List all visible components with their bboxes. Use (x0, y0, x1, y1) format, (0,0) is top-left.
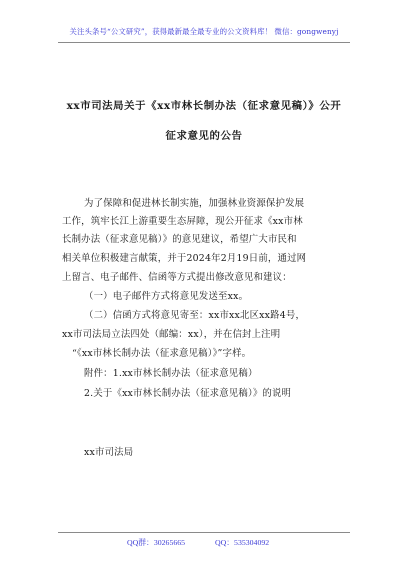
footer-qq: QQ：535304092 (215, 538, 270, 547)
paragraph-intro-line-2: 工作，筑牢长江上游重要生态屏障，现公开征求《xx市林 (62, 216, 303, 227)
signature: xx市司法局 (84, 447, 134, 458)
paragraph-intro-line-1: 为了保障和促进林长制实施，加强林业资源保护发展 (84, 198, 305, 209)
document-title-line-2: 征求意见的公告 (165, 130, 243, 142)
item-letter-line-3: “《xx市林长制办法（征求意见稿）》”字样。 (72, 348, 252, 359)
footer-divider (58, 532, 350, 533)
paragraph-intro-line-5: 上留言、电子邮件、信函等方式提出修改意见和建议： (62, 272, 292, 283)
document-title-line-1: xx市司法局关于《xx市林长制办法（征求意见稿）》公开 (66, 100, 342, 112)
attachment-2: 2.关于《xx市林长制办法（征求意见稿）》的说明 (84, 388, 292, 399)
item-letter-line-1: （二）信函方式将意见寄至：xx市xx北区xx路4号， (84, 310, 306, 321)
item-email: （一）电子邮件方式将意见发送至xx。 (84, 291, 249, 302)
paragraph-intro-line-3: 长制办法（征求意见稿）》的意见建议，希望广大市民和 (62, 234, 297, 245)
header-divider (58, 42, 350, 43)
footer-qq-group: QQ群：30265665 (127, 538, 186, 547)
item-letter-line-2: xx市司法局立法四处（邮编：xx），并在信封上注明 (62, 329, 281, 340)
paragraph-intro-line-4: 相关单位积极建言献策，并于2024年2月19日前，通过网 (62, 253, 307, 264)
header-banner: 关注头条号“公文研究”，获得最新最全最专业的公文资料库！ 微信：gongwenyj (69, 27, 339, 36)
attachment-1: 附件：1.xx市林长制办法（征求意见稿） (84, 368, 258, 379)
